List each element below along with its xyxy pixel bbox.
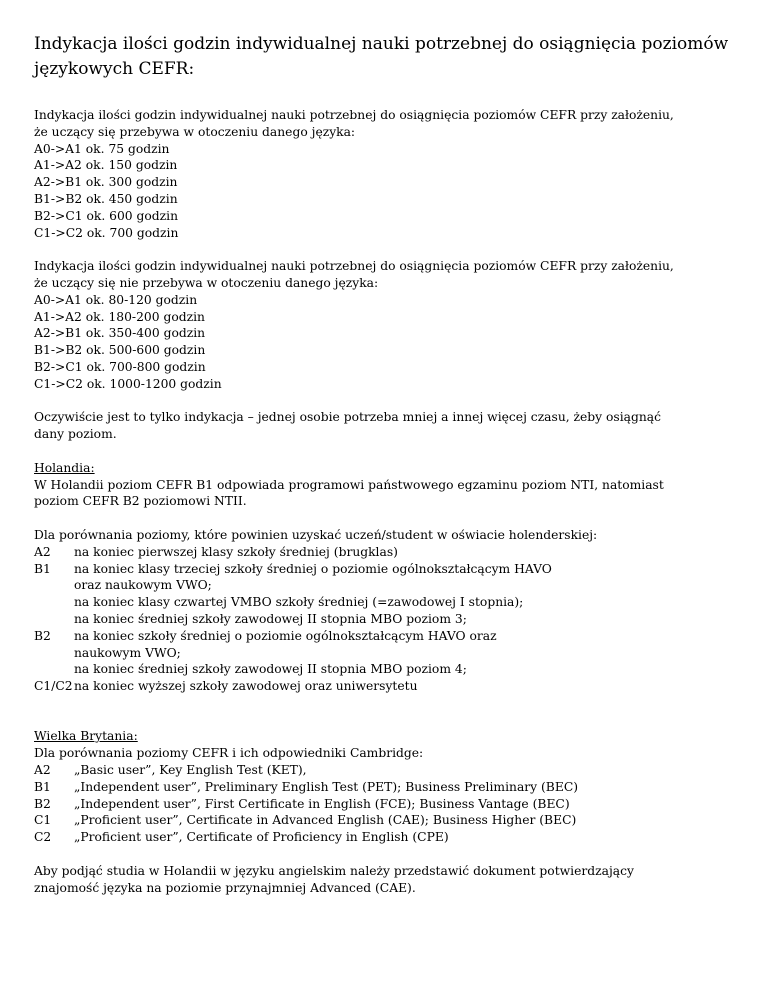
hours-item: A0->A1 ok. 80-120 godzin [34, 292, 198, 307]
level-description: „Independent user”, First Certificate in English (FCE); Business Vantage (BEC) [74, 796, 570, 811]
level-code [34, 577, 74, 594]
holandia-line: poziom CEFR B2 poziomowi NTII. [34, 494, 247, 509]
level-description: „Basic user”, Key English Test (KET), [74, 763, 307, 778]
level-row [34, 611, 744, 628]
level-description: „Proficient user”, Certificate in Advanced English (CAE); Business Higher (BEC) [74, 813, 577, 828]
level-row [34, 561, 744, 578]
level-description: na koniec wyższej szkoły zawodowej oraz uniwersytetu [74, 679, 418, 694]
hours-item: B1->B2 ok. 450 godzin [34, 191, 178, 206]
hours-item: B2->C1 ok. 700-800 godzin [34, 359, 206, 374]
level-code: B1 [34, 561, 51, 576]
hours-item: C1->C2 ok. 1000-1200 godzin [34, 376, 222, 391]
hours-immersion-section [34, 107, 744, 241]
level-description: „Independent user”, Preliminary English Test (PET); Business Preliminary (BEC) [74, 779, 579, 794]
level-description: na koniec klasy trzeciej szkoły średniej o poziomie ogólnokształcącym HAVO [74, 561, 552, 576]
comparison-intro: Dla porównania poziomy, które powinien uzyskać uczeń/student w oświacie holenderskiej: [34, 527, 598, 542]
level-code: A2 [34, 544, 51, 559]
level-code [34, 594, 74, 611]
level-row [34, 829, 744, 846]
level-row [34, 661, 744, 678]
level-row [34, 628, 744, 645]
note-line: Oczywiście jest to tylko indykacja – jednej osobie potrzeba mniej a innej więcej czasu, żeby osiągnąć [34, 410, 662, 425]
level-code: B2 [34, 628, 51, 643]
level-description: na koniec średniej szkoły zawodowej II stopnia MBO poziom 3; [74, 611, 467, 626]
wielka-brytania-section [34, 728, 744, 846]
level-code: B2 [34, 796, 51, 811]
hours-item: C1->C2 ok. 700 godzin [34, 225, 179, 240]
note-paragraph [34, 409, 744, 443]
level-description: na koniec średniej szkoły zawodowej II stopnia MBO poziom 4; [74, 662, 467, 677]
level-description: na koniec pierwszej klasy szkoły średniej (brugklas) [74, 544, 398, 559]
level-code [34, 645, 74, 662]
section-intro-line: że uczący się nie przebywa w otoczeniu danego języka: [34, 275, 379, 290]
section-intro-line: że uczący się przebywa w otoczeniu danego języka: [34, 124, 356, 139]
level-row [34, 645, 744, 662]
level-row [34, 678, 744, 695]
title-line: językowych CEFR: [34, 59, 195, 79]
hours-item: A1->A2 ok. 150 godzin [34, 158, 178, 173]
level-row [34, 796, 744, 813]
level-code: C1 [34, 813, 52, 828]
level-code: B1 [34, 779, 51, 794]
level-description: na koniec klasy czwartej VMBO szkoły średniej (=zawodowej I stopnia); [74, 595, 524, 610]
note-line: dany poziom. [34, 427, 117, 442]
level-code: C2 [34, 830, 52, 845]
level-row [34, 544, 744, 561]
comparison-intro: Dla porównania poziomy CEFR i ich odpowiedniki Cambridge: [34, 746, 424, 761]
level-description: na koniec szkoły średniej o poziomie ogólnokształcącym HAVO oraz [74, 628, 497, 643]
holandia-heading: Holandia: [34, 460, 95, 475]
level-row [34, 812, 744, 829]
hours-item: A0->A1 ok. 75 godzin [34, 141, 170, 156]
section-spacer [34, 712, 744, 729]
level-code: C1/C2 [34, 679, 73, 694]
hours-no-immersion-section [34, 258, 744, 392]
document-page [34, 32, 744, 913]
hours-item: A1->A2 ok. 180-200 godzin [34, 309, 205, 324]
holandia-line: W Holandii poziom CEFR B1 odpowiada programowi państwowego egzaminu poziom NTI, natomiast [34, 477, 664, 492]
level-row [34, 577, 744, 594]
holandia-comparison [34, 527, 744, 695]
hours-item: A2->B1 ok. 350-400 godzin [34, 326, 206, 341]
level-description: oraz naukowym VWO; [74, 578, 212, 593]
level-row [34, 762, 744, 779]
final-paragraph [34, 863, 744, 897]
holandia-section [34, 460, 744, 510]
level-row [34, 779, 744, 796]
hours-item: B1->B2 ok. 500-600 godzin [34, 343, 206, 358]
level-row [34, 594, 744, 611]
final-line: znajomość języka na poziomie przynajmniej Advanced (CAE). [34, 880, 416, 895]
hours-item: B2->C1 ok. 600 godzin [34, 208, 178, 223]
level-code [34, 611, 74, 628]
level-description: „Proficient user”, Certificate of Proficiency in English (CPE) [74, 830, 449, 845]
title-line: Indykacja ilości godzin indywidualnej nauki potrzebnej do osiągnięcia poziomów [34, 34, 729, 54]
section-intro-line: Indykacja ilości godzin indywidualnej nauki potrzebnej do osiągnięcia poziomów CEFR przy założeniu, [34, 259, 674, 274]
level-code [34, 661, 74, 678]
level-description: naukowym VWO; [74, 645, 181, 660]
level-code: A2 [34, 763, 51, 778]
document-title [34, 32, 744, 82]
hours-item: A2->B1 ok. 300 godzin [34, 175, 178, 190]
wielka-brytania-heading: Wielka Brytania: [34, 729, 138, 744]
final-line: Aby podjąć studia w Holandii w języku angielskim należy przedstawić dokument potwierdzający [34, 863, 634, 878]
section-intro-line: Indykacja ilości godzin indywidualnej nauki potrzebnej do osiągnięcia poziomów CEFR przy założeniu, [34, 108, 674, 122]
